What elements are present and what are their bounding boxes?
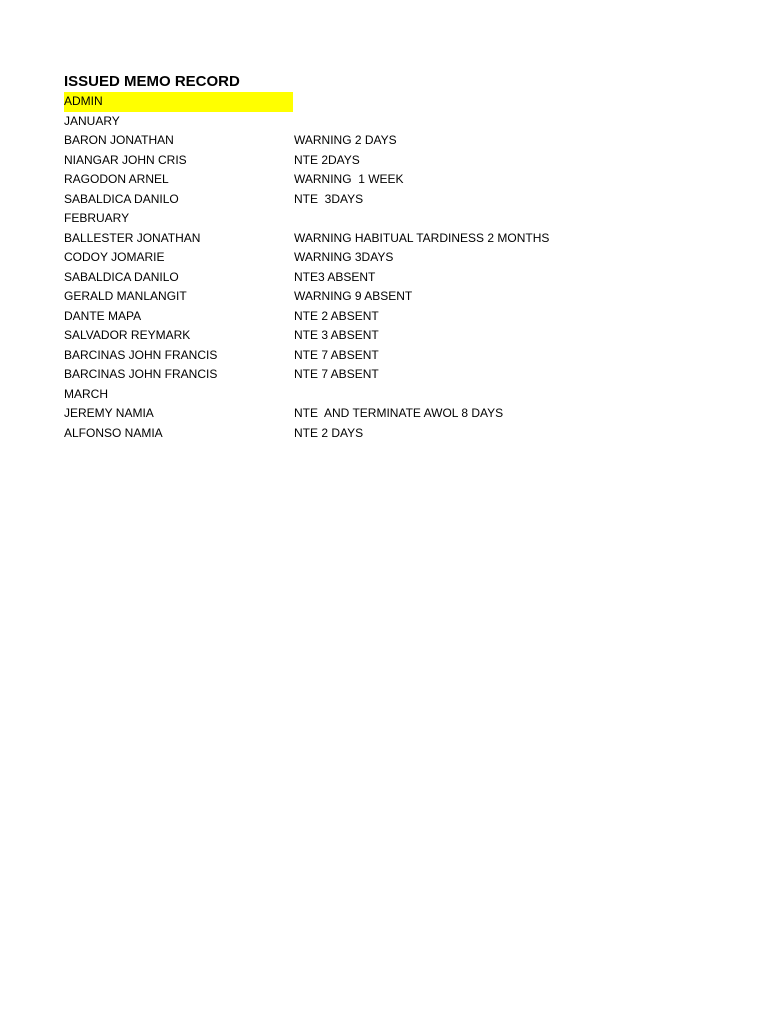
employee-name: SALVADOR REYMARK [64, 328, 191, 342]
table-row [64, 346, 704, 366]
memo-action: WARNING 1 WEEK [294, 172, 404, 186]
employee-name: BALLESTER JONATHAN [64, 230, 201, 245]
table-row [64, 326, 704, 346]
table-row [64, 170, 704, 190]
memo-action: NTE 2 ABSENT [294, 308, 379, 323]
employee-name: GERALD MANLANGIT [64, 289, 187, 303]
memo-action: NTE 3 ABSENT [294, 328, 379, 342]
memo-action: NTE 3DAYS [294, 191, 364, 206]
department-label: ADMIN [64, 92, 293, 112]
table-row [64, 404, 704, 424]
memo-sections [64, 112, 704, 444]
memo-action: NTE AND TERMINATE AWOL 8 DAYS [294, 406, 504, 420]
table-row [64, 424, 704, 444]
memo-action: WARNING HABITUAL TARDINESS 2 MONTHS [294, 230, 550, 245]
table-row [64, 287, 704, 307]
table-row [64, 229, 704, 249]
month-label: FEBRUARY [64, 211, 130, 225]
month-label: JANUARY [64, 113, 120, 128]
table-row [64, 190, 704, 210]
memo-action: NTE 7 ABSENT [294, 367, 379, 381]
memo-record-sheet [64, 72, 704, 443]
employee-name: SABALDICA DANILO [64, 269, 179, 284]
employee-name: JEREMY NAMIA [64, 406, 154, 420]
employee-name: NIANGAR JOHN CRIS [64, 152, 187, 167]
memo-action: WARNING 9 ABSENT [294, 289, 413, 303]
employee-name: ALFONSO NAMIA [64, 425, 163, 440]
month-label: MARCH [64, 386, 108, 401]
document-title: ISSUED MEMO RECORD [64, 73, 240, 90]
employee-name: DANTE MAPA [64, 308, 142, 323]
table-row [64, 307, 704, 327]
employee-name: CODOY JOMARIE [64, 250, 165, 264]
table-row [64, 268, 704, 288]
memo-action: NTE 7 ABSENT [294, 347, 379, 362]
memo-action: WARNING 2 DAYS [294, 133, 397, 147]
employee-name: BARCINAS JOHN FRANCIS [64, 347, 218, 362]
employee-name: BARON JONATHAN [64, 133, 174, 147]
employee-name: SABALDICA DANILO [64, 191, 179, 206]
table-row [64, 151, 704, 171]
memo-action: WARNING 3DAYS [294, 250, 394, 264]
employee-name: RAGODON ARNEL [64, 172, 169, 186]
table-row [64, 365, 704, 385]
table-row [64, 131, 704, 151]
memo-action: NTE3 ABSENT [294, 269, 376, 284]
employee-name: BARCINAS JOHN FRANCIS [64, 367, 218, 381]
memo-action: NTE 2DAYS [294, 152, 360, 167]
memo-action: NTE 2 DAYS [294, 425, 364, 440]
table-row [64, 248, 704, 268]
